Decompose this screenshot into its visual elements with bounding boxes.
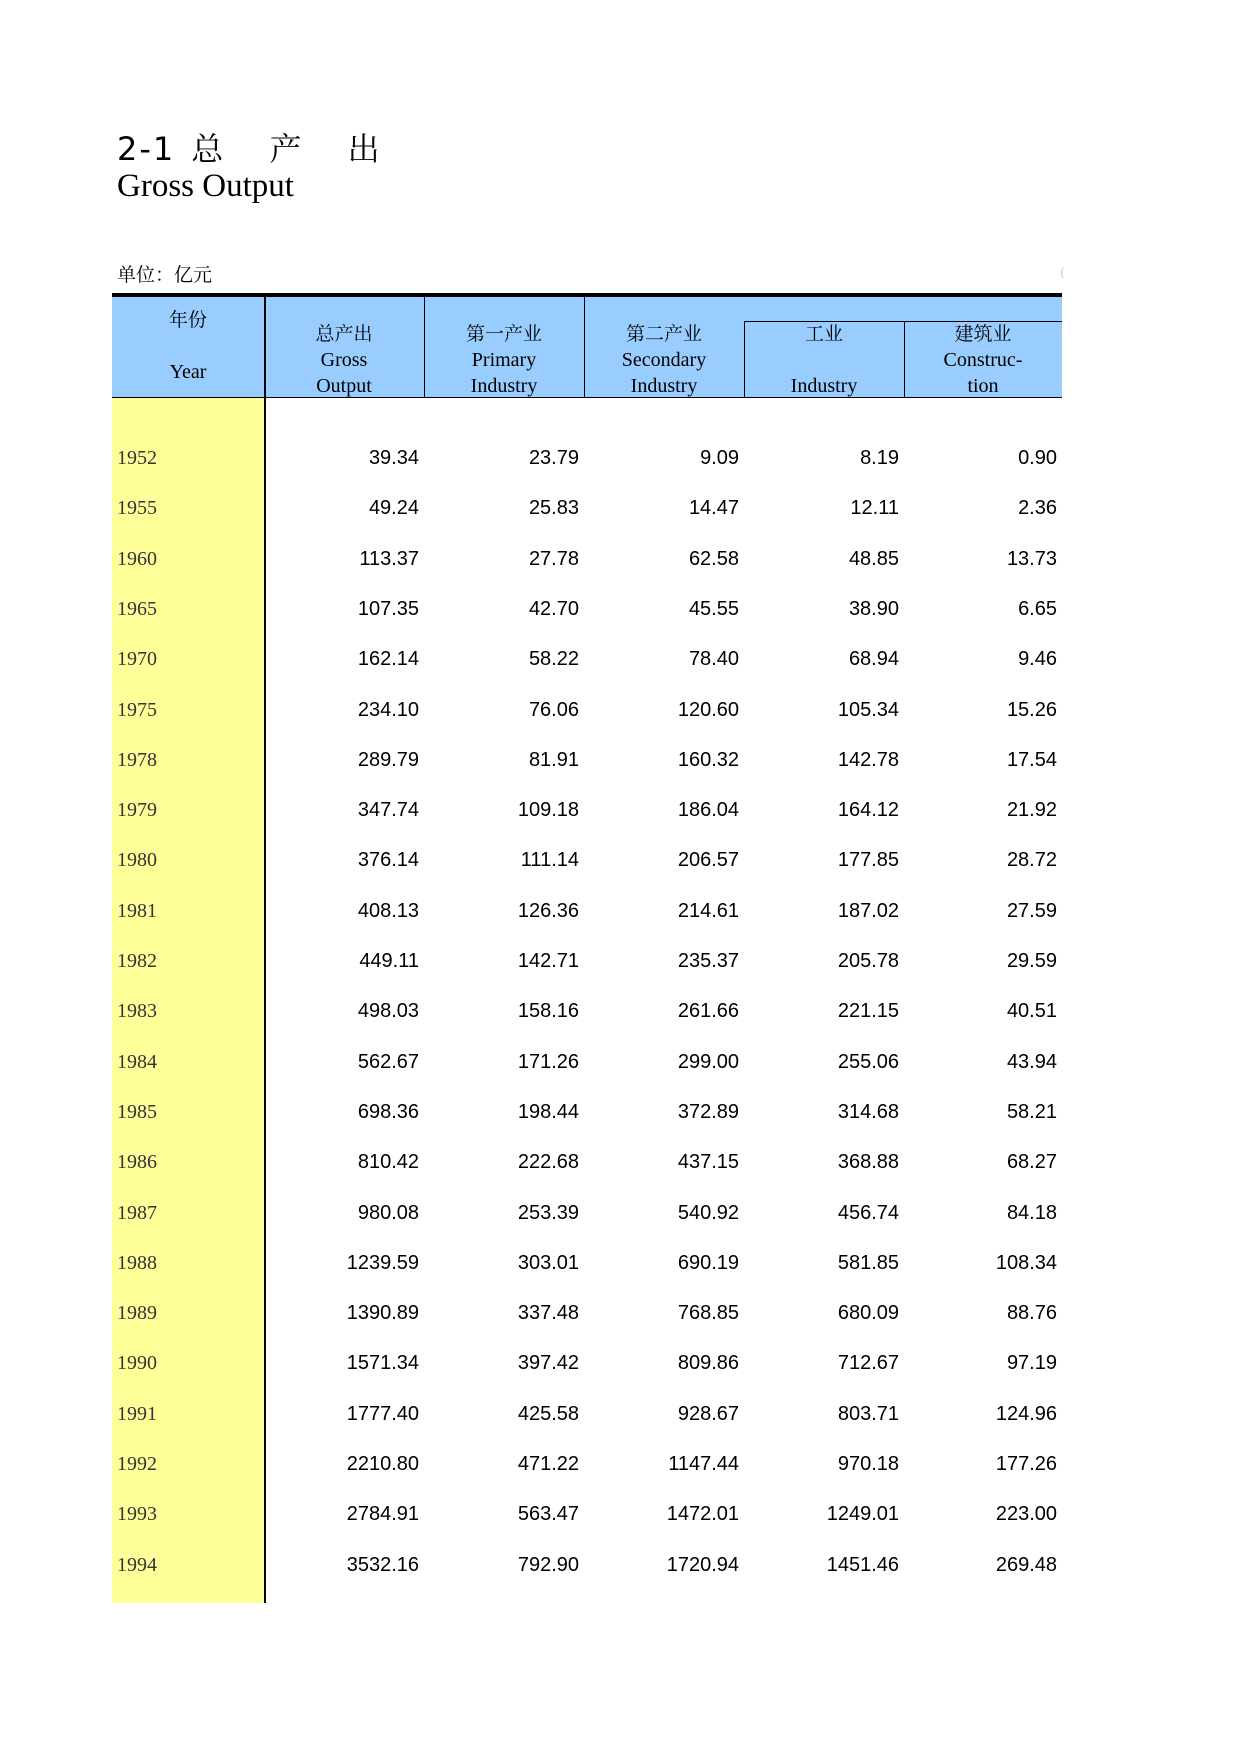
row-value: 214.61 [677, 899, 739, 922]
row-value: 76.06 [528, 698, 579, 721]
table-row [112, 1302, 1062, 1352]
row-year: 1955 [117, 497, 157, 520]
row-year: 1979 [117, 799, 157, 822]
row-value: 58.21 [1006, 1100, 1057, 1123]
row-value: 376.14 [357, 849, 419, 872]
row-value: 1571.34 [346, 1352, 419, 1375]
row-value: 8.19 [860, 447, 899, 469]
table-row [112, 1000, 1062, 1050]
row-value: 6.65 [1018, 597, 1057, 620]
row-value: 48.85 [848, 547, 899, 570]
row-value: 792.90 [517, 1553, 579, 1576]
row-value: 109.18 [517, 799, 579, 822]
row-value: 124.96 [995, 1402, 1057, 1425]
row-value: 562.67 [357, 1050, 419, 1073]
row-value: 498.03 [357, 1000, 419, 1023]
row-value: 177.85 [837, 849, 899, 872]
row-value: 58.22 [528, 648, 579, 671]
header-year-cn: 年份 [168, 309, 207, 331]
row-value: 206.57 [677, 849, 739, 872]
row-value: 449.11 [359, 950, 419, 972]
table-row [112, 749, 1062, 799]
header-secondary-industry [584, 321, 744, 399]
header-primary-cn: 第一产业 [465, 323, 542, 345]
row-value: 303.01 [517, 1251, 579, 1274]
row-value: 9.09 [700, 447, 739, 469]
row-value: 97.19 [1006, 1352, 1057, 1375]
page-title-cn [117, 124, 398, 170]
header-industry-cn: 工业 [804, 323, 843, 345]
row-value: 810.42 [357, 1151, 419, 1174]
row-value: 78.40 [688, 648, 739, 671]
row-value: 142.71 [517, 950, 579, 972]
table-row [112, 799, 1062, 849]
row-year: 1990 [117, 1352, 157, 1375]
row-value: 2.36 [1018, 497, 1057, 520]
row-value: 235.37 [677, 950, 739, 972]
table-row [112, 900, 1062, 950]
row-value: 1390.89 [346, 1302, 419, 1325]
row-value: 9.46 [1018, 648, 1057, 671]
row-value: 186.04 [677, 799, 739, 822]
table-row [112, 950, 1062, 1000]
row-year: 1983 [117, 1000, 157, 1023]
row-year: 1975 [117, 698, 157, 721]
table-row [112, 1503, 1062, 1553]
row-value: 1777.40 [346, 1402, 419, 1425]
title-chinese: 总 产 出 [191, 130, 398, 168]
row-value: 1451.46 [826, 1553, 899, 1576]
row-value: 581.85 [837, 1251, 899, 1274]
header-gross-en2: Output [316, 375, 372, 397]
row-year: 1981 [117, 899, 157, 922]
table-row [112, 598, 1062, 648]
row-value: 1472.01 [666, 1503, 739, 1526]
row-year: 1978 [117, 748, 157, 771]
header-primary-en1: Primary [471, 349, 537, 371]
row-value: 1147.44 [668, 1453, 739, 1475]
header-year [112, 307, 264, 385]
row-value: 49.24 [368, 497, 419, 520]
row-value: 105.34 [837, 698, 899, 721]
row-value: 223.00 [995, 1503, 1057, 1526]
row-year: 1960 [117, 547, 157, 570]
row-value: 84.18 [1006, 1201, 1057, 1224]
row-year: 1970 [117, 648, 157, 671]
row-year: 1987 [117, 1201, 157, 1224]
row-value: 803.71 [837, 1402, 899, 1425]
unit-mark: ( [1060, 266, 1065, 280]
header-year-en: Year [169, 361, 207, 383]
row-value: 205.78 [837, 950, 899, 972]
header-construction-en1: Construc- [943, 349, 1023, 371]
row-value: 2210.80 [346, 1453, 419, 1475]
row-value: 17.54 [1006, 748, 1057, 771]
row-value: 171.26 [517, 1050, 579, 1073]
row-value: 45.55 [688, 597, 739, 620]
header-industry-en: Industry [790, 375, 858, 397]
row-value: 980.08 [357, 1201, 419, 1224]
row-year: 1965 [117, 597, 157, 620]
row-value: 27.59 [1006, 899, 1057, 922]
row-value: 120.60 [677, 698, 739, 721]
row-value: 68.27 [1006, 1151, 1057, 1174]
header-industry [744, 321, 904, 399]
row-value: 680.09 [837, 1302, 899, 1325]
row-value: 40.51 [1006, 1000, 1057, 1023]
row-value: 425.58 [517, 1402, 579, 1425]
header-gross-cn: 总产出 [315, 323, 373, 345]
row-value: 768.85 [677, 1302, 739, 1325]
row-year: 1994 [117, 1553, 157, 1576]
row-value: 158.16 [517, 1000, 579, 1023]
row-value: 437.15 [677, 1151, 739, 1174]
row-value: 314.68 [837, 1100, 899, 1123]
row-value: 222.68 [517, 1151, 579, 1174]
row-year: 1952 [117, 447, 157, 469]
table-row [112, 1202, 1062, 1252]
row-year: 1984 [117, 1050, 157, 1073]
row-value: 108.34 [995, 1251, 1057, 1274]
header-secondary-en1: Secondary [621, 349, 707, 371]
row-value: 13.73 [1006, 547, 1057, 570]
row-value: 234.10 [357, 698, 419, 721]
table-row [112, 497, 1062, 547]
row-value: 164.12 [837, 799, 899, 822]
row-value: 368.88 [837, 1151, 899, 1174]
header-secondary-cn: 第二产业 [625, 323, 702, 345]
header-construction [904, 321, 1062, 399]
row-value: 253.39 [517, 1201, 579, 1224]
header-primary-industry [424, 321, 584, 399]
header-secondary-en2: Industry [630, 375, 698, 397]
row-year: 1989 [117, 1302, 157, 1325]
row-value: 28.72 [1006, 849, 1057, 872]
row-value: 21.92 [1006, 799, 1057, 822]
row-value: 126.36 [517, 899, 579, 922]
row-value: 107.35 [357, 597, 419, 620]
row-value: 928.67 [677, 1402, 739, 1425]
table-number: 2-1 [117, 130, 176, 168]
row-value: 408.13 [357, 899, 419, 922]
row-value: 15.26 [1006, 698, 1057, 721]
table-row [112, 1051, 1062, 1101]
row-value: 347.74 [357, 799, 419, 822]
row-year: 1988 [117, 1251, 157, 1274]
row-value: 162.14 [357, 648, 419, 671]
row-value: 809.86 [677, 1352, 739, 1375]
row-value: 1720.94 [666, 1553, 739, 1576]
row-value: 113.37 [359, 547, 419, 570]
row-value: 25.83 [528, 497, 579, 520]
table-top-rule [112, 293, 1062, 297]
header-gross-en1: Gross [320, 349, 368, 371]
row-year: 1993 [117, 1503, 157, 1526]
row-year: 1980 [117, 849, 157, 872]
row-value: 0.90 [1018, 447, 1057, 469]
row-value: 14.47 [688, 497, 739, 520]
row-value: 29.59 [1006, 950, 1057, 972]
row-value: 456.74 [837, 1201, 899, 1224]
row-value: 3532.16 [346, 1553, 419, 1576]
table-row [112, 1403, 1062, 1453]
row-value: 23.79 [528, 447, 579, 469]
row-value: 221.15 [837, 1000, 899, 1023]
row-year: 1982 [117, 950, 157, 972]
row-value: 1239.59 [346, 1251, 419, 1274]
row-year: 1991 [117, 1402, 157, 1425]
row-value: 970.18 [837, 1453, 899, 1475]
table-row [112, 1151, 1062, 1201]
table-row [112, 1252, 1062, 1302]
row-value: 2784.91 [346, 1503, 419, 1526]
table-row [112, 548, 1062, 598]
row-value: 198.44 [517, 1100, 579, 1123]
row-value: 1249.01 [826, 1503, 899, 1526]
row-value: 397.42 [517, 1352, 579, 1375]
row-value: 111.14 [520, 849, 579, 872]
row-value: 39.34 [368, 447, 419, 469]
row-value: 372.89 [677, 1100, 739, 1123]
row-value: 68.94 [848, 648, 899, 671]
row-value: 88.76 [1006, 1302, 1057, 1325]
row-value: 62.58 [688, 547, 739, 570]
row-value: 81.91 [528, 748, 579, 771]
table-row [112, 1352, 1062, 1402]
row-value: 540.92 [677, 1201, 739, 1224]
table-row [112, 849, 1062, 899]
header-construction-en2: tion [967, 375, 999, 397]
row-value: 142.78 [837, 748, 899, 771]
table-row [112, 699, 1062, 749]
row-value: 160.32 [677, 748, 739, 771]
row-value: 43.94 [1006, 1050, 1057, 1073]
row-value: 12.11 [850, 497, 899, 520]
row-value: 187.02 [837, 899, 899, 922]
row-value: 255.06 [837, 1050, 899, 1073]
row-value: 299.00 [677, 1050, 739, 1073]
row-value: 177.26 [995, 1453, 1057, 1475]
row-year: 1992 [117, 1453, 157, 1475]
header-construction-cn: 建筑业 [954, 323, 1012, 345]
header-gross-output [264, 321, 424, 399]
row-value: 42.70 [528, 597, 579, 620]
table-row [112, 1453, 1062, 1503]
row-value: 690.19 [677, 1251, 739, 1274]
header-primary-en2: Industry [470, 375, 538, 397]
table-row [112, 648, 1062, 698]
row-value: 261.66 [677, 1000, 739, 1023]
table-row [112, 1101, 1062, 1151]
row-value: 27.78 [528, 547, 579, 570]
row-value: 289.79 [357, 748, 419, 771]
row-value: 471.22 [517, 1453, 579, 1475]
table-row [112, 447, 1062, 497]
row-value: 337.48 [517, 1302, 579, 1325]
row-value: 712.67 [837, 1352, 899, 1375]
row-value: 563.47 [517, 1503, 579, 1526]
row-year: 1985 [117, 1100, 157, 1123]
unit-label: 单位：亿元 [117, 264, 213, 286]
row-value: 38.90 [848, 597, 899, 620]
row-year: 1986 [117, 1151, 157, 1174]
page-title-en: Gross Output [117, 168, 294, 204]
row-value: 269.48 [995, 1553, 1057, 1576]
table-row [112, 1554, 1062, 1604]
row-value: 698.36 [357, 1100, 419, 1123]
